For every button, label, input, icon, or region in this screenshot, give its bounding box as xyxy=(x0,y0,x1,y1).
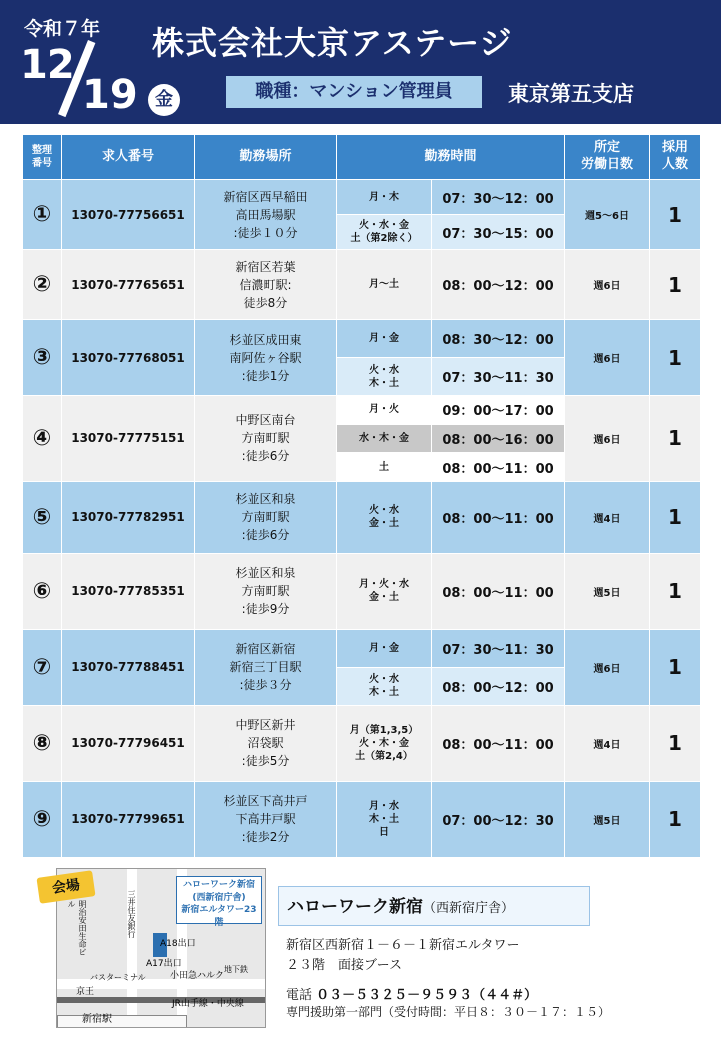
era-label: 令和７年 xyxy=(24,18,101,40)
work-place-line: 新宿区新宿 xyxy=(235,642,296,657)
work-place xyxy=(195,396,337,482)
header-place: 勤務場所 xyxy=(195,135,337,180)
work-place-line: 中野区新井 xyxy=(235,718,296,733)
job-id: 13070-77756651 xyxy=(62,180,195,250)
job-id: 13070-77768051 xyxy=(62,320,195,396)
shift-time: 07：30〜15：00 xyxy=(432,215,565,250)
shift-time: 08：00〜11：00 xyxy=(432,705,565,781)
work-place xyxy=(195,629,337,705)
date-month: 12 xyxy=(20,42,74,88)
job-id: 13070-77782951 xyxy=(62,481,195,553)
work-place-line: 新宿三丁目駅 xyxy=(229,660,302,675)
job-id: 13070-77765651 xyxy=(62,250,195,320)
shift-time: 08：00〜11：00 xyxy=(432,453,565,482)
work-place xyxy=(195,705,337,781)
date-day: 19 xyxy=(82,72,138,118)
shift-time: 07：30〜11：30 xyxy=(432,629,565,667)
map-text-bus: バスターミナル xyxy=(90,973,146,982)
venue-title-text: ハローワーク新宿 xyxy=(287,897,423,917)
work-place-line: :徒歩１０分 xyxy=(233,225,298,240)
table-row xyxy=(23,250,701,320)
header-count: 採用 人数 xyxy=(650,135,701,180)
job-id: 13070-77775151 xyxy=(62,396,195,482)
work-place-line: 方南町駅 xyxy=(241,584,290,599)
map-text-keio: 京王 xyxy=(76,987,95,997)
job-id: 13070-77796451 xyxy=(62,705,195,781)
work-place-line: 徒歩8分 xyxy=(243,295,288,310)
header-banner xyxy=(0,0,721,124)
row-number: ③ xyxy=(23,320,62,396)
header-no: 整理 番号 xyxy=(23,135,62,180)
row-number: ④ xyxy=(23,396,62,482)
map-text-subway: 地下鉄 xyxy=(224,965,248,974)
shift-days: 月・火 xyxy=(337,396,432,425)
work-days: 週6日 xyxy=(565,250,650,320)
work-place-line: :徒歩３分 xyxy=(239,678,292,693)
work-place-line: 方南町駅 xyxy=(241,510,290,525)
work-days: 週4日 xyxy=(565,705,650,781)
work-days: 週5日 xyxy=(565,781,650,857)
table-row xyxy=(23,553,701,629)
work-place-line: 信濃町駅: xyxy=(239,277,292,292)
work-days: 週6日 xyxy=(565,629,650,705)
map-text-halc: 小田急ハルク xyxy=(170,971,224,981)
table-row xyxy=(23,396,701,425)
venue-address xyxy=(286,936,519,976)
hire-count: 1 xyxy=(650,781,701,857)
address-line-2: ２３階 面接ブース xyxy=(286,958,402,973)
shift-time: 07：30〜11：30 xyxy=(432,358,565,396)
map-text-meiji: 明治安田生命ビル xyxy=(67,900,87,956)
work-place-line: :徒歩5分 xyxy=(241,754,290,769)
shift-time: 08：30〜12：00 xyxy=(432,320,565,358)
map-text-jr: JR山手線・中央線 xyxy=(172,999,244,1009)
shift-time: 08：00〜11：00 xyxy=(432,553,565,629)
work-place-line: :徒歩1分 xyxy=(241,368,290,383)
work-place xyxy=(195,553,337,629)
work-place xyxy=(195,481,337,553)
row-number: ② xyxy=(23,250,62,320)
table-row xyxy=(23,629,701,667)
tel-ext: （４４＃） xyxy=(472,988,538,1003)
table-row xyxy=(23,705,701,781)
shift-days: 月（第1,3,5） 火・木・金 土（第2,4） xyxy=(337,705,432,781)
job-type-label: 職種：マンション管理員 xyxy=(226,76,482,108)
row-number: ⑨ xyxy=(23,781,62,857)
work-place-line: :徒歩6分 xyxy=(241,449,290,464)
shift-days: 土 xyxy=(337,453,432,482)
shift-days: 火・水 木・土 xyxy=(337,667,432,705)
map-text-station: 新宿駅 xyxy=(82,1014,112,1025)
company-name: 株式会社大京アステージ xyxy=(152,24,513,62)
row-number: ⑧ xyxy=(23,705,62,781)
work-days: 週6日 xyxy=(565,320,650,396)
table-row xyxy=(23,320,701,358)
venue-title xyxy=(278,886,590,926)
venue-dept: 専門援助第一部門（受付時間：平日８：３０－１７：１５） xyxy=(286,1005,611,1019)
row-number: ⑥ xyxy=(23,553,62,629)
work-days: 週5〜6日 xyxy=(565,180,650,250)
shift-time: 08：00〜11：00 xyxy=(432,481,565,553)
work-place-line: 杉並区和泉 xyxy=(235,566,296,581)
shift-days: 火・水 金・土 xyxy=(337,481,432,553)
work-days: 週4日 xyxy=(565,481,650,553)
shift-days: 水・木・金 xyxy=(337,424,432,453)
header-days: 所定 労働日数 xyxy=(565,135,650,180)
work-place xyxy=(195,180,337,250)
work-place xyxy=(195,250,337,320)
table-row xyxy=(23,180,701,215)
header-id: 求人番号 xyxy=(62,135,195,180)
map-text-a18: A18出口 xyxy=(160,939,196,949)
job-table xyxy=(22,134,701,858)
table-header-row xyxy=(23,135,701,180)
work-place-line: 高田馬場駅 xyxy=(235,207,296,222)
shift-days: 月・木 xyxy=(337,180,432,215)
job-id: 13070-77788451 xyxy=(62,629,195,705)
shift-time: 09：00〜17：00 xyxy=(432,396,565,425)
hire-count: 1 xyxy=(650,250,701,320)
shift-time: 08：00〜12：00 xyxy=(432,667,565,705)
row-number: ⑦ xyxy=(23,629,62,705)
work-place xyxy=(195,781,337,857)
hire-count: 1 xyxy=(650,481,701,553)
row-number: ⑤ xyxy=(23,481,62,553)
map-text-bank: 三井住友銀行 xyxy=(127,890,136,938)
work-place-line: :徒歩2分 xyxy=(241,830,290,845)
work-place-line: 沼袋駅 xyxy=(247,736,284,751)
shift-days: 月・金 xyxy=(337,629,432,667)
header-hours: 勤務時間 xyxy=(337,135,565,180)
work-place xyxy=(195,320,337,396)
work-place-line: 新宿区西早稲田 xyxy=(223,189,308,204)
work-place-line: :徒歩6分 xyxy=(241,528,290,543)
day-of-week-badge: 金 xyxy=(148,84,180,116)
table-row xyxy=(23,781,701,857)
work-place-line: 南阿佐ヶ谷駅 xyxy=(229,350,302,365)
work-place-line: 方南町駅 xyxy=(241,431,290,446)
map-text-a17: A17出口 xyxy=(146,959,182,969)
hire-count: 1 xyxy=(650,629,701,705)
venue-title-paren: （西新宿庁舎） xyxy=(423,901,515,916)
work-place-line: 杉並区下高井戸 xyxy=(223,794,308,809)
job-id: 13070-77785351 xyxy=(62,553,195,629)
work-days: 週5日 xyxy=(565,553,650,629)
shift-days: 月・火・水 金・土 xyxy=(337,553,432,629)
table-row xyxy=(23,481,701,553)
hire-count: 1 xyxy=(650,553,701,629)
work-place-line: 下高井戸駅 xyxy=(235,812,296,827)
shift-time: 08：00〜12：00 xyxy=(432,250,565,320)
hire-count: 1 xyxy=(650,705,701,781)
work-place-line: 新宿区若葉 xyxy=(235,259,296,274)
hire-count: 1 xyxy=(650,180,701,250)
shift-time: 07：00〜12：30 xyxy=(432,781,565,857)
job-id: 13070-77799651 xyxy=(62,781,195,857)
venue-badge: 会場 xyxy=(36,870,95,904)
work-place-line: 杉並区和泉 xyxy=(235,492,296,507)
shift-days: 月〜土 xyxy=(337,250,432,320)
shift-days: 月・水 木・土 日 xyxy=(337,781,432,857)
tel-number: ０３－５３２５－９５９３ xyxy=(316,988,473,1003)
work-place-line: 中野区南台 xyxy=(235,413,296,428)
venue-phone xyxy=(286,984,537,1003)
hire-count: 1 xyxy=(650,396,701,482)
hire-count: 1 xyxy=(650,320,701,396)
map-venue-label: ハローワーク新宿 (西新宿庁舎) 新宿エルタワー23階 xyxy=(176,876,262,924)
shift-time: 08：00〜16：00 xyxy=(432,424,565,453)
tel-prefix: 電話 xyxy=(286,988,313,1003)
address-line-1: 新宿区西新宿１－６－１新宿エルタワー xyxy=(286,938,520,953)
work-place-line: :徒歩9分 xyxy=(241,602,290,617)
row-number: ① xyxy=(23,180,62,250)
shift-days: 火・水・金 土（第2除く） xyxy=(337,215,432,250)
shift-time: 07：30〜12：00 xyxy=(432,180,565,215)
work-days: 週6日 xyxy=(565,396,650,482)
work-place-line: 杉並区成田東 xyxy=(229,332,302,347)
branch-name: 東京第五支店 xyxy=(508,82,634,106)
shift-days: 火・水 木・土 xyxy=(337,358,432,396)
shift-days: 月・金 xyxy=(337,320,432,358)
